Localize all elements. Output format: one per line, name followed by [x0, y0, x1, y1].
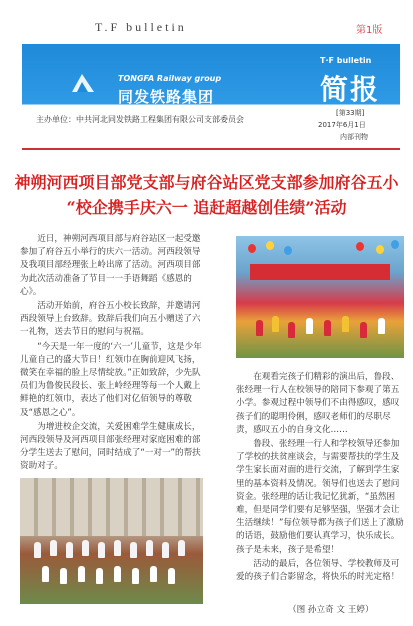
person-figure [168, 568, 175, 584]
person-figure [132, 568, 139, 584]
headline-line-1: 神朔河西项目部党支部与府谷站区党支部参加府谷五小 [14, 173, 399, 192]
paragraph: 活动开始前，府谷五小校长致辞，并邀请河西段领导上台致辞。致辞后我们向五小赠送了六一礼物，送去节日的慰问与祝福。 [20, 301, 201, 338]
balloon [266, 241, 274, 250]
child-figure [272, 316, 279, 332]
child-figure [360, 322, 367, 338]
headline-line-2: “校企携手庆六一 追赶超越创佳绩”活动 [66, 198, 347, 217]
internal-label: 内部刊物 [340, 133, 368, 141]
person-figure [114, 566, 121, 582]
stage-banner [250, 264, 390, 280]
page-number: 第1版 [356, 25, 383, 36]
top-bar [0, 0, 413, 44]
photo-text-credit: （图 孙立奇 文 王婷） [288, 605, 374, 615]
person-figure [78, 566, 85, 582]
child-figure [378, 318, 385, 334]
balloon [376, 245, 384, 254]
person-figure [96, 568, 103, 584]
person-figure [114, 540, 121, 556]
paragraph: 在观看完孩子们精彩的演出后，鲁段、张经理一行人在校领导的陪同下参观了第五小学。参观过程中领导们不由得感叹，感叹孩子们的聪明伶俐，感叹老师们的尽职尽责，感叹五小的自身文化…… [236, 372, 400, 435]
person-figure [60, 568, 67, 584]
sponsor-line: 主办单位：中共河北同发铁路工程集团有限公司支部委员会 [36, 115, 244, 124]
person-figure [66, 542, 73, 558]
masthead [22, 44, 400, 150]
tongfa-logo-icon [70, 72, 96, 94]
event-stage-photo [236, 236, 404, 358]
paragraph: 为增进校企交流，关爱困难学生健康成长，河西段领导及河西项目部张经理对家庭困难的部分学生送去了慰问，同时结成了“一对一”的帮扶资助对子。 [20, 421, 201, 472]
paragraph: 活动的最后，各位领导、学校教师及可爱的孩子们合影留念，将快乐的时光定格！ [236, 558, 400, 583]
issue-date: 2017年6月1日 [318, 121, 366, 129]
person-figure [146, 540, 153, 556]
person-figure [50, 540, 57, 556]
paragraph: 近日，神朔河西项目部与府谷站区一起受邀参加了府谷五小举行的庆六一活动。河西段领导及我项目部经理张上岭出席了活动。河西项目部为此次活动准备了节目一一手语舞蹈《感恩的心》。 [20, 234, 201, 297]
child-figure [342, 316, 349, 332]
balloon [391, 240, 399, 249]
logo-chinese: 同发铁路集团 [118, 88, 215, 106]
group-photo [20, 478, 203, 604]
bulletin-subtitle: T·F bulletin [320, 56, 372, 65]
article-right-column [236, 371, 404, 585]
person-figure [42, 566, 49, 582]
balloon [356, 242, 364, 251]
bulletin-title: 简报 [320, 73, 381, 106]
bulletin-label: T.F bulletin [95, 20, 187, 34]
person-figure [150, 566, 157, 582]
article-headline [0, 170, 413, 220]
balloon [248, 244, 256, 253]
issue-number: [第33期] [336, 109, 365, 117]
person-figure [82, 540, 89, 556]
child-figure [324, 320, 331, 336]
balloon [284, 246, 292, 255]
paragraph: 鲁段、张经理一行人和学校领导还参加了学校的扶贫座谈会，与需要帮扶的学生及学生家长面对面的进行交流，了解到学生家里的基本资料及情况。领导们也送去了慰问资金。张经理的话让我记忆犹新，“虽然困难，但是同学们要有足够坚强，坚强才会让生活继续！”每位领导都为孩子们送上了激励的话语，鼓励他们要认真学习，快乐成长。孩子是未来，孩子是希望！ [236, 439, 404, 555]
logo-english: TONGFA Railway group [118, 74, 222, 83]
child-figure [306, 318, 313, 334]
article-left-column [20, 233, 203, 475]
building-facade [20, 478, 203, 536]
person-figure [162, 542, 169, 558]
child-figure [288, 322, 295, 338]
person-figure [178, 540, 185, 556]
person-figure [34, 542, 41, 558]
child-figure [256, 320, 263, 336]
person-figure [130, 542, 137, 558]
person-figure [98, 542, 105, 558]
paragraph: “今天是一年一度的‘六一’儿童节，这是少年儿童自己的盛大节日！红领巾在胸前迎风飞扬，微笑在幸福的脸上尽情绽放。”正如致辞，少先队员们为鲁俊民段长、张上岭经理等每一个人戴上鲜艳的红领巾，表达了他们对亿佰领导的尊敬及“感恩之心”。 [20, 341, 202, 418]
